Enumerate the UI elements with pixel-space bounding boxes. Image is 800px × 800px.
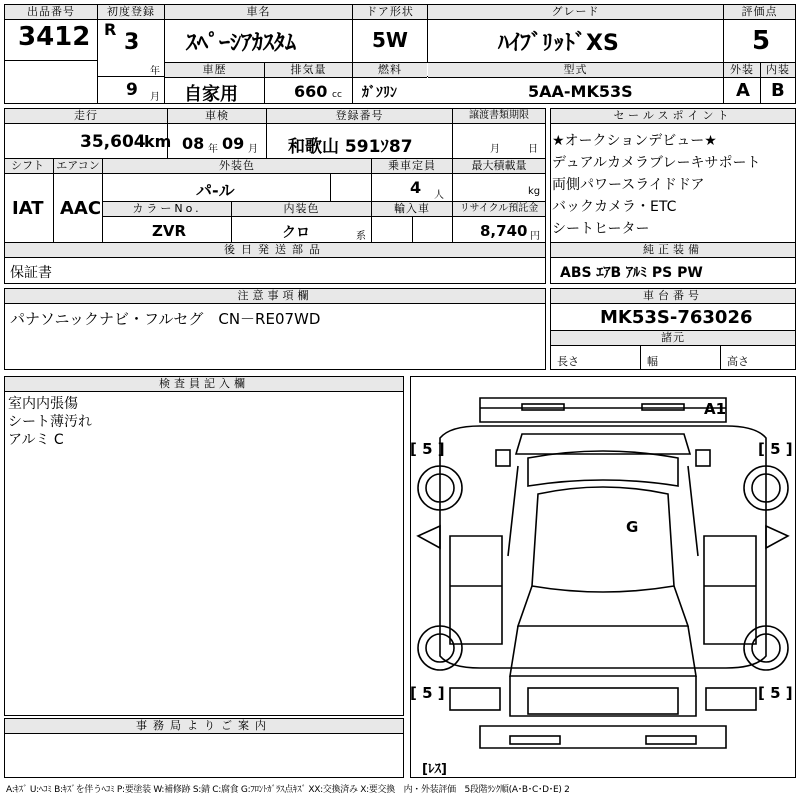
exterior-label: 外装 bbox=[724, 63, 760, 78]
sales-point-item: デュアルカメラブレーキサポート bbox=[552, 155, 761, 171]
later-parts-value: 保証書 bbox=[10, 265, 52, 281]
chassis-label: 車台番号 bbox=[551, 289, 795, 304]
mileage-value: 35,604 bbox=[80, 132, 146, 152]
inspection-label: 車検 bbox=[168, 109, 266, 124]
month-value: 9 bbox=[126, 80, 138, 100]
model-label: 型式 bbox=[428, 63, 723, 78]
aircon-value: AAC bbox=[60, 198, 102, 219]
damage-mark-g: G bbox=[626, 518, 639, 536]
aircon-label: エアコン bbox=[54, 159, 102, 174]
year-unit: 年 bbox=[150, 66, 160, 77]
dims-label: 諸元 bbox=[551, 331, 795, 346]
int-color-label: 内装色 bbox=[232, 202, 371, 217]
era: R bbox=[104, 20, 117, 39]
length-label: 長さ bbox=[557, 355, 579, 368]
year-value: 3 bbox=[124, 30, 140, 55]
int-color-unit: 系 bbox=[356, 231, 366, 242]
reg-no-label: 登録番号 bbox=[267, 109, 452, 124]
recycle-label: リサイクル預託金 bbox=[453, 202, 545, 217]
month-unit: 月 bbox=[150, 92, 160, 103]
insp-year-unit: 年 bbox=[208, 144, 218, 155]
height-label: 高さ bbox=[727, 355, 749, 368]
width-label: 幅 bbox=[647, 355, 658, 368]
grade-value: ﾊｲﾌﾞﾘｯﾄﾞXS bbox=[498, 31, 619, 56]
inspector-line: シート薄汚れ bbox=[8, 414, 92, 430]
later-parts-label: 後日発送部品 bbox=[5, 243, 545, 258]
load-label: 最大積載量 bbox=[453, 159, 545, 174]
recycle-unit: 円 bbox=[530, 231, 540, 242]
equipment-value: ABS ｴｱB ｱﾙﾐ PS PW bbox=[560, 265, 703, 281]
load-unit: kg bbox=[528, 186, 541, 197]
recycle-value: 8,740 bbox=[480, 222, 528, 240]
shift-label: シフト bbox=[5, 159, 53, 174]
office-label: 事務局よりご案内 bbox=[5, 719, 403, 734]
ext-color-value: パ-ル bbox=[196, 181, 235, 200]
capacity-unit: 人 bbox=[434, 190, 444, 201]
car-diagram bbox=[410, 376, 796, 778]
mileage-label: 走行 bbox=[5, 109, 167, 124]
reg-no-value: 和歌山 591ｿ87 bbox=[288, 137, 413, 157]
transfer-day-unit: 日 bbox=[528, 144, 538, 155]
displacement-value: 660 bbox=[294, 82, 328, 101]
capacity-label: 乗車定員 bbox=[372, 159, 452, 174]
history-label: 車歴 bbox=[165, 63, 264, 78]
insp-month-unit: 月 bbox=[248, 144, 258, 155]
car-name-label: 車名 bbox=[165, 5, 352, 20]
door-label: ドア形状 bbox=[353, 5, 427, 20]
damage-mark-a1: A1 bbox=[704, 400, 727, 418]
chassis-value: MK53S-763026 bbox=[600, 307, 753, 328]
interior-label: 内装 bbox=[761, 63, 795, 78]
lot-label: 出品番号 bbox=[5, 5, 97, 20]
color-no-label: カラーNo. bbox=[103, 202, 231, 217]
inspector-line: 室内内張傷 bbox=[8, 396, 78, 412]
sales-point-item: ★オークションデビュー★ bbox=[552, 133, 717, 149]
sales-point-item: バックカメラ・ETC bbox=[552, 199, 677, 215]
sales-points-label: セールスポイント bbox=[551, 109, 795, 124]
tire-front-right: [ 5 ] bbox=[758, 440, 793, 458]
model-value: 5AA-MK53S bbox=[528, 82, 633, 101]
door-value: 5W bbox=[372, 28, 408, 52]
capacity-value: 4 bbox=[410, 178, 422, 197]
sales-point-item: シートヒーター bbox=[552, 221, 650, 237]
inspector-line: アルミ C bbox=[8, 432, 64, 448]
insp-year: 08 bbox=[182, 134, 205, 153]
history-value: 自家用 bbox=[184, 84, 238, 105]
fuel-value: ｶﾞｿﾘﾝ bbox=[362, 85, 397, 101]
tire-front-left: [ 5 ] bbox=[410, 440, 445, 458]
score-label: 評価点 bbox=[724, 5, 795, 20]
notes-label: 注意事項欄 bbox=[5, 289, 545, 304]
interior-value: B bbox=[771, 80, 785, 101]
transfer-label: 譲渡書類期限 bbox=[453, 109, 545, 124]
import-label: 輸入車 bbox=[372, 202, 452, 217]
tire-rear-right: [ 5 ] bbox=[758, 684, 793, 702]
inspector-label: 検査員記入欄 bbox=[5, 377, 403, 392]
spare-tire: [ﾚｽ] bbox=[422, 762, 447, 777]
lot-number: 3412 bbox=[18, 22, 91, 52]
shift-value: IAT bbox=[12, 198, 44, 219]
mileage-unit: km bbox=[144, 132, 172, 151]
color-no-value: ZVR bbox=[152, 222, 187, 240]
exterior-value: A bbox=[736, 80, 750, 101]
score-value: 5 bbox=[752, 26, 771, 56]
first-reg-label: 初度登録 bbox=[98, 5, 164, 20]
fuel-label: 燃料 bbox=[353, 63, 427, 78]
int-color-value: クロ bbox=[282, 225, 310, 241]
grade-label: グレード bbox=[428, 5, 723, 20]
notes-value: パナソニックナビ・フルセグ CN－RE07WD bbox=[10, 310, 321, 328]
ext-color-label: 外装色 bbox=[103, 159, 371, 174]
sales-point-item: 両側パワースライドドア bbox=[552, 177, 705, 193]
insp-month: 09 bbox=[222, 134, 245, 153]
equipment-label: 純正装備 bbox=[551, 243, 795, 258]
transfer-month-unit: 月 bbox=[490, 144, 500, 155]
displacement-unit: cc bbox=[332, 90, 342, 100]
car-name: ｽﾍﾟｰｼｱｶｽﾀﾑ bbox=[186, 31, 297, 56]
tire-rear-left: [ 5 ] bbox=[410, 684, 445, 702]
displacement-label: 排気量 bbox=[265, 63, 352, 78]
legend-text: A:ｷｽﾞ U:ﾍｺﾐ B:ｷｽﾞを伴うﾍｺﾐ P:要塗装 W:補修跡 S:錆 C:腐食 G:ﾌﾛﾝﾄｶﾞﾗｽ点ｷｽﾞ XX:交換済み X:要交換 内・外装評価 5段階ﾗﾝｸ順(A･B･C･D･E) 2 bbox=[6, 785, 570, 795]
